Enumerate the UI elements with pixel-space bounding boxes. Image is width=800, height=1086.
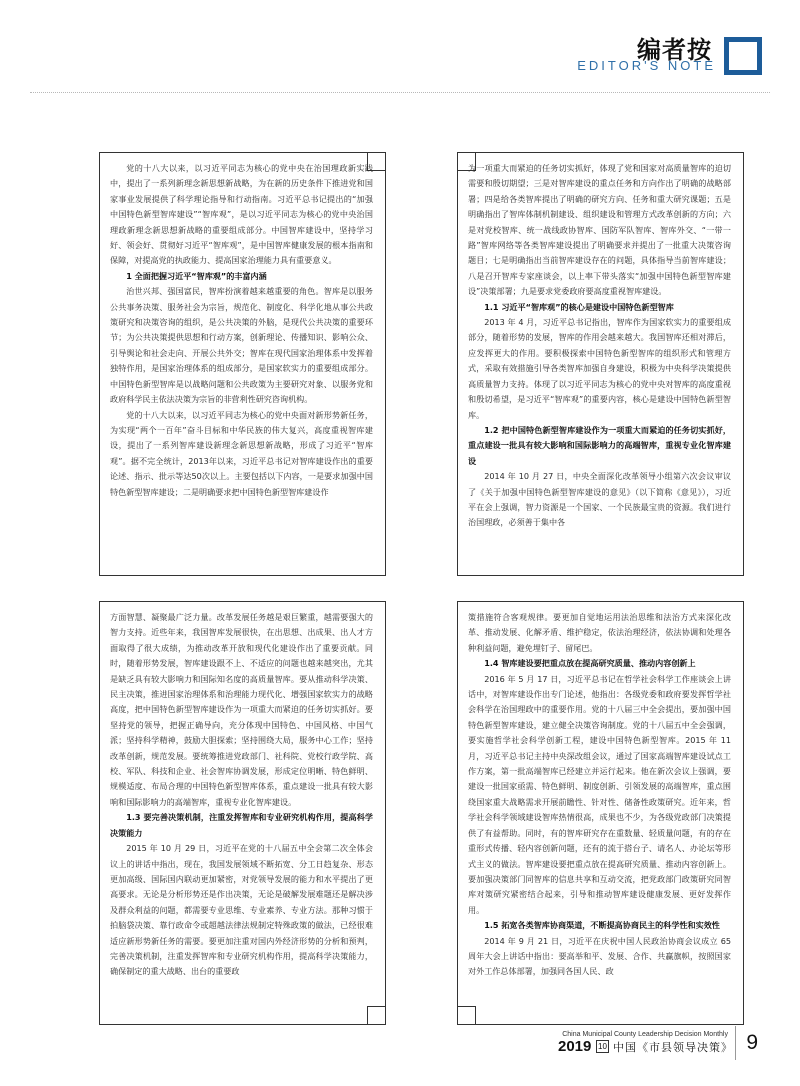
paragraph: 为一项重大而紧迫的任务切实抓好，体现了党和国家对高质量智库的迫切需要和殷切期望；三是对智库建设的重点任务和方向作出了明确的战略部署；四是给各类智库提出了明确的研究方向、任务和重大研究课题；五是明确指出了智库体制机制建设、组织建设和管理方式改革创新的方向；六是对党校智库、统一战线政协智库、国防军队智库、智库外交、“一带一路”智库网络等各类智库建设提出了明确要求并提出了一批重大决策咨询题目；七是明确指出当前智库建设存在的问题，具体指导当前智库建设；八是召开智库专家座谈会，以上率下带头落实“加强中国特色新型智库建设”决策部署；九是要求党委政府要高度重视智库建设。	[468, 163, 731, 297]
panel-body	[110, 610, 373, 980]
corner-notch	[367, 1006, 386, 1025]
paragraph: 党的十八大以来，以习近平同志为核心的党中央面对新形势新任务，为实现“两个一百年”奋斗目标和中华民族的伟大复兴，高度重视智库建设，提出了一系列智库建设新理念新思想新战略，形成了习近平“智库观”。据不完全统计，2013年以来，习近平总书记对智库建设作出的重要论述、指示、批示等达50次以上。主要包括以下内容，一是要求加强中国特色新型智库建设；二是明确要求把中国特色新型智库建设作	[110, 409, 373, 497]
header-title-en: EDITOR'S NOTE	[577, 58, 716, 73]
paragraph: 方面智慧、凝聚最广泛力量。改革发展任务越是艰巨繁重，越需要强大的智力支持。近些年来，我国智库发展很快，在出思想、出成果、出人才方面取得了很大成绩，为推动改革开放和现代化建设作出了重要贡献。同时，随着形势发展，智库建设跟不上、不适应的问题也越来越突出，尤其是缺乏具有较大影响力和国际知名度的高质量智库。要从推动科学决策、民主决策，推进国家治理体系和治理能力现代化、增强国家软实力的战略高度，把中国特色新型智库建设作为一项重大而紧迫的任务切实抓好。要坚持党的领导，把握正确导向，充分体现中国特色、中国风格、中国气派；坚持科学精神，鼓励大胆探索；坚持围绕大局，服务中心工作；坚持改革创新，规范发展。要统筹推进党政部门、社科院、党校行政学院、高校、军队、科技和企业、社会智库协调发展，形成定位明晰、特色鲜明、规模适度、布局合理的中国特色新型智库体系，重点建设一批具有较大影响和国际影响力的高端智库，重视专业化智库建设。	[110, 612, 373, 807]
footer-magazine-cn: 中国《市县领导决策》	[613, 1041, 733, 1054]
footer-magazine-en: China Municipal County Leadership Decision Monthly	[562, 1031, 728, 1038]
header-square-icon	[724, 37, 762, 75]
paragraph: 治世兴邦、强国富民，智库扮演着越来越重要的角色。智库是以服务公共事务决策、服务社会为宗旨，规范化、制度化、科学化地从事公共政策研究和决策咨询的组织，是公共决策的外脑，是现代公共决策的重要环节；为公共决策提供思想和行动方案，创新理论、传播知识、影响公众、引导舆论和社会走向、开展公共外交；智库在现代国家治理体系中发挥着独特作用，是国家治理体系的组成部分，是国家软实力的重要组成部分。中国特色新型智库是以战略问题和公共政策为主要研究对象、以服务党和政府科学民主依法决策为宗旨的非营利性研究咨询机构。	[110, 286, 373, 405]
paragraph: 2015 年 10 月 29 日，习近平在党的十八届五中全会第二次全体会议上的讲话中指出，现在，我国发展领域不断拓宽、分工日趋复杂、形态更加高级、国际国内联动更加紧密，对党领导发展的能力和水平提出了更高要求。无论是分析形势还是作出决策，无论是破解发展难题还是解决涉及群众利益的问题，都需要专业思维、专业素养、专业方法。那种习惯于拍脑袋决策、靠行政命令或超越法律法规制定特殊政策的做法，已经很难适应新形势新任务的需要。要更加注重对国内外经济形势的分析和预判，完善决策机制，注重发挥智库和专业研究机构作用，提高科学决策能力，确保制定的重大战略、出台的重要政	[110, 843, 373, 977]
paragraph: 2016 年 5 月 17 日，习近平总书记在哲学社会科学工作座谈会上讲话中，对智库建设作出专门论述，他指出：各级党委和政府要发挥哲学社会科学在治国理政中的重要作用。党的十八届三中全会提出，要加强中国特色新型智库建设，建立健全决策咨询制度。党的十八届五中全会强调，要实施哲学社会科学创新工程，建设中国特色新型智库。2015 年 11 月，习近平总书记主持中央深改组会议，通过了国家高端智库建设试点工作方案，第一批高端智库已经建立并运行起来。他在新次会议上强调，要建设一批国家亟需、特色鲜明、制度创新、引领发展的高端智库，重点围绕国家重大战略需求开展前瞻性、针对性、储备性政策研究。近年来，哲学社会科学领域建设智库热情很高，成果也不少，为各级党政部门决策提供了有益帮助。同时，有的智库研究存在重数量、轻质量问题，有的存在重形式传播、轻内容创新问题，还有的流于搭台子、请名人、办论坛等形式主义的做法。智库建设要把重点放在提高研究质量、推动内容创新上。要加强决策部门同智库的信息共享和互动交流，把党政部门政策研究同智库对策研究紧密结合起来，引导和推动智库建设健康发展、更好发挥作用。	[468, 673, 731, 915]
section-heading: 1.1 习近平“智库观”的核心是建设中国特色新型智库	[484, 301, 674, 312]
text-panel-1	[99, 152, 386, 576]
page-number: 9	[735, 1026, 758, 1060]
header-title-cn: 编者按	[637, 35, 712, 64]
panel-body	[468, 161, 731, 531]
header-divider	[30, 92, 770, 93]
footer-issue: 10	[596, 1040, 609, 1053]
section-heading: 1.5 拓宽各类智库协商渠道，不断提高协商民主的科学性和实效性	[484, 920, 720, 931]
paragraph: 2014 年 9 月 21 日，习近平在庆祝中国人民政治协商会议成立 65 周年大会上讲话中指出：要高举和平、发展、合作、共赢旗帜，按照国家对外工作总体部署，加强同各国人民、政	[468, 935, 731, 977]
section-heading: 1 全面把握习近平“智库观”的丰富内涵	[126, 270, 267, 281]
text-panel-4	[457, 601, 744, 1025]
paragraph: 策措施符合客观规律。要更加自觉地运用法治思维和法治方式来深化改革、推动发展、化解矛盾、维护稳定，依法治理经济，依法协调和处理各种利益问题，避免埋钉子、留尾巴。	[468, 612, 731, 653]
footer-year: 2019	[558, 1038, 592, 1055]
panel-body	[468, 610, 731, 980]
panel-body	[110, 161, 373, 500]
paragraph: 2014 年 10 月 27 日，中央全面深化改革领导小组第六次会议审议了《关于加强中国特色新型智库建设的意见》（以下简称《意见》），习近平在会上强调，智力资源是一个国家、一个民族最宝贵的资源。我们进行治国理政，必须善于集中各	[468, 471, 731, 528]
text-panel-3	[99, 601, 386, 1025]
paragraph: 党的十八大以来，以习近平同志为核心的党中央在治国理政新实践中，提出了一系列新理念新思想新战略，为在新的历史条件下推进党和国家事业发展提供了科学理论指导和行动指南。习近平总书记提出的“加强中国特色新型智库建设”“智库观”，是以习近平同志为核心的党中央治国理政新理念新思想新战略的重要组成部分。中国智库建设中，坚持学习好、领会好、贯彻好习近平“智库观”，是中国智库健康发展的根本指南和保障，对提高党的执政能力、提高国家治理能力具有重要意义。	[110, 163, 373, 266]
section-heading: 1.3 要完善决策机制，注重发挥智库和专业研究机构作用，提高科学决策能力	[110, 812, 373, 838]
text-panel-2	[457, 152, 744, 576]
section-heading: 1.4 智库建设要把重点放在提高研究质量、推动内容创新上	[484, 658, 696, 669]
section-heading: 1.2 把中国特色新型智库建设作为一项重大而紧迫的任务切实抓好，重点建设一批具有较大影响和国际影响力的高端智库，重视专业化智库建设	[468, 424, 731, 466]
corner-notch	[457, 1006, 476, 1025]
paragraph: 2013 年 4 月，习近平总书记指出，智库作为国家软实力的重要组成部分，随着形势的发展，智库的作用会越来越大。我国智库还相对滞后，应发挥更大的作用。要积极探索中国特色新型智库的组织形式和管理方式，采取有效措施引导各类智库加强自身建设，积极为中央科学决策提供高质量智力支持。体现了以习近平同志为核心的党中央对智库的高度重视和殷切希望，是习近平“智库观”的重要内容，核心是建设中国特色新型智库。	[468, 317, 731, 420]
